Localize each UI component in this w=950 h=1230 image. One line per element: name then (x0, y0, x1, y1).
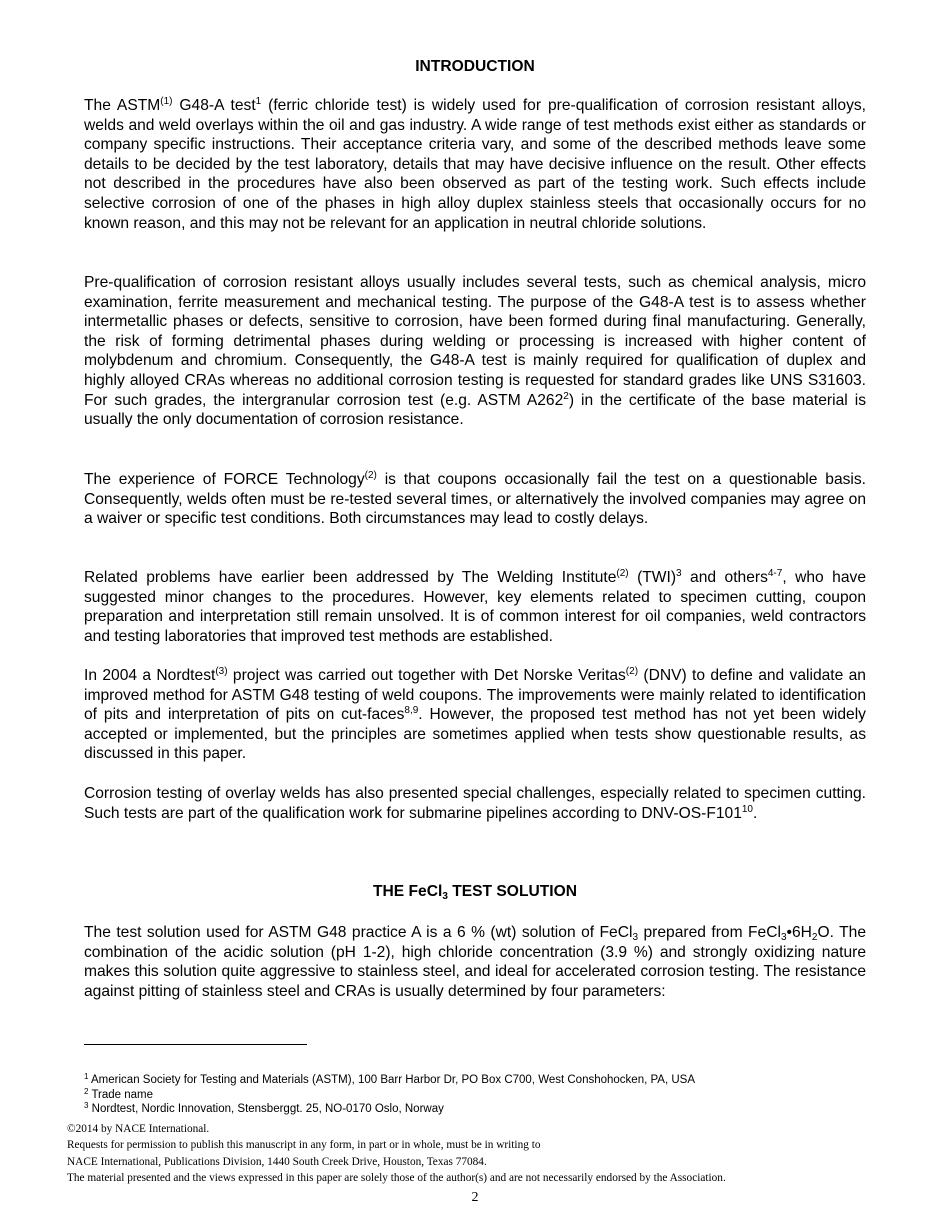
intro-p5-text-b: project was carried out together with Det Norske Veritas (227, 667, 626, 684)
superscript: 3 (676, 568, 682, 579)
intro-p4-text-b: (TWI) (628, 569, 677, 586)
fecl3-heading-text-a: THE FeCl (373, 883, 443, 900)
legal-notice (67, 1121, 907, 1187)
superscript: (1) (160, 96, 173, 107)
intro-paragraph-2 (84, 273, 866, 430)
footnote-item (84, 1073, 884, 1088)
intro-p1-text-a: The ASTM (84, 97, 161, 114)
superscript: 10 (741, 803, 753, 815)
intro-p3-text-b: is that coupons occasionally fail the test on a questionable basis. Consequently, welds often must be re-tested several times, or alternatively the involved companies may agree on a waiver or specific test conditions. Both circumstances may lead to costly delays. (84, 471, 867, 528)
superscript: (3) (215, 666, 228, 677)
copyright-line: ©2014 by NACE International. (67, 1123, 210, 1135)
subscript: 3 (780, 932, 787, 943)
footnote-number: 1 (84, 1072, 89, 1081)
intro-paragraph-3 (84, 470, 866, 529)
intro-paragraph-5 (84, 666, 866, 764)
intro-p5-text-c: (DNV) to define and validate an improved method for ASTM G48 testing of weld coupons. The improvements were mainly related to identification of pits and interpretation of pits on cut-faces (84, 667, 866, 724)
intro-p4-text-a: Related problems have earlier been addressed by The Welding Institute (84, 569, 617, 586)
intro-p1-text-b: G48-A test (172, 97, 256, 114)
superscript: 2 (563, 390, 569, 402)
introduction-heading: INTRODUCTION (415, 58, 535, 75)
superscript: 1 (255, 96, 262, 107)
footnote-text: Trade name (91, 1088, 154, 1101)
fecl3-paragraph-1 (84, 923, 866, 1001)
footnote-number: 3 (84, 1101, 89, 1110)
page-number: 2 (471, 1190, 479, 1205)
footnote-item (84, 1088, 884, 1103)
superscript: 8,9 (404, 705, 419, 717)
legal-line: The material presented and the views expressed in this paper are solely those of the author(s) and are not necessarily endorsed by the Association. (67, 1172, 726, 1185)
superscript: (2) (616, 568, 629, 579)
footnote-number: 2 (84, 1086, 89, 1096)
footnote-text: Nordtest, Nordic Innovation, Stensberggt. 25, NO-0170 Oslo, Norway (91, 1103, 444, 1115)
subscript: 2 (811, 932, 818, 943)
footnote-item (84, 1102, 884, 1117)
intro-paragraph-4 (84, 568, 866, 646)
superscript: 4-7 (767, 568, 783, 579)
fecl3-p1-text-c: •6H (786, 924, 812, 941)
intro-p4-text-c: and others (681, 569, 768, 586)
intro-p6-text-a: Corrosion testing of overlay welds has also presented special challenges, especially related to specimen cutting. Such tests are part of the qualification work for submarine pipelines according to DNV-OS-F101 (84, 785, 866, 822)
intro-p1-text-c: (ferric chloride test) is widely used for pre-qualification of corrosion resistant alloys, welds and weld overlays within the oil and gas industry. A wide range of test methods exist either as standards or company specific instructions. Their acceptance criteria vary, and some of the described methods leave some details to be decided by the test laboratory, details that may have decisive influence on the result. Other effects not described in the procedures have also been observed as part of the testing work. Such effects include selective corrosion of one of the phases in high alloy duplex stainless steels that occasionally occurs for no known reason, and this may not be relevant for an application in neutral chloride solutions. (84, 97, 866, 232)
footnote-text: American Society for Testing and Materials (ASTM), 100 Barr Harbor Dr, PO Box C700, West Conshohocken, PA, USA (91, 1074, 696, 1086)
intro-p5-text-a: In 2004 a Nordtest (84, 667, 216, 684)
subscript: 3 (632, 932, 639, 943)
legal-line: NACE International, Publications Division, 1440 South Creek Drive, Houston, Texas 77084. (67, 1155, 487, 1168)
intro-paragraph-6 (84, 784, 866, 823)
fecl3-p1-text-a: The test solution used for ASTM G48 practice A is a 6 % (wt) solution of FeCl (84, 924, 633, 941)
fecl3-p1-text-b: prepared from FeCl (638, 924, 781, 941)
intro-p5-text-d: . However, the proposed test method has not yet been widely accepted or implemented, but the principles are sometimes applied when tests show questionable results, as discussed in this paper. (84, 706, 866, 763)
intro-p2-text-b: ) in the certificate of the base material is usually the only documentation of corrosion resistance. (84, 391, 866, 429)
intro-p4-text-d: , who have suggested minor changes to the procedures. However, key elements related to specimen cutting, coupon preparation and interpretation still remain unsolved. It is of common interest for oil companies, weld contractors and testing laboratories that improved test methods are established. (84, 569, 866, 645)
intro-p6-text-b: . (753, 804, 758, 822)
legal-line: Requests for permission to publish this manuscript in any form, in part or in whole, must be in writing to (67, 1139, 541, 1152)
subscript: 3 (442, 891, 448, 902)
intro-p2-text-a: Pre-qualification of corrosion resistant alloys usually includes several tests, such as chemical analysis, micro examination, ferrite measurement and mechanical testing. The purpose of the G48-A test is to assess whether intermetallic phases or defects, sensitive to corrosion, have been formed during final manufacturing. Generally, the risk of forming detrimental phases during welding or processing is increased with higher content of molybdenum and chromium. Consequently, the G48-A test is mainly required for qualification of duplex and highly alloyed CRAs whereas no additional corrosion testing is requested for standard grades like UNS S31603. For such grades, the intergranular corrosion test (e.g. ASTM A262 (84, 274, 866, 409)
superscript: (2) (625, 666, 639, 677)
superscript: (2) (364, 470, 377, 481)
fecl3-p1-text-d: O. The combination of the acidic solution (pH 1-2), high chloride concentration (3.9 %) and strongly oxidizing nature makes this solution quite aggressive to stainless steel, and ideal for accelerated corrosion testing. The resistance against pitting of stainless steel and CRAs is usually determined by four parameters: (84, 924, 866, 1000)
footnotes (84, 1073, 884, 1117)
fecl3-heading-text-b: TEST SOLUTION (447, 883, 577, 900)
intro-p3-text-a: The experience of FORCE Technology (84, 471, 365, 488)
footnote-divider (84, 1044, 307, 1045)
fecl3-heading (0, 882, 950, 902)
intro-paragraph-1 (84, 96, 866, 233)
